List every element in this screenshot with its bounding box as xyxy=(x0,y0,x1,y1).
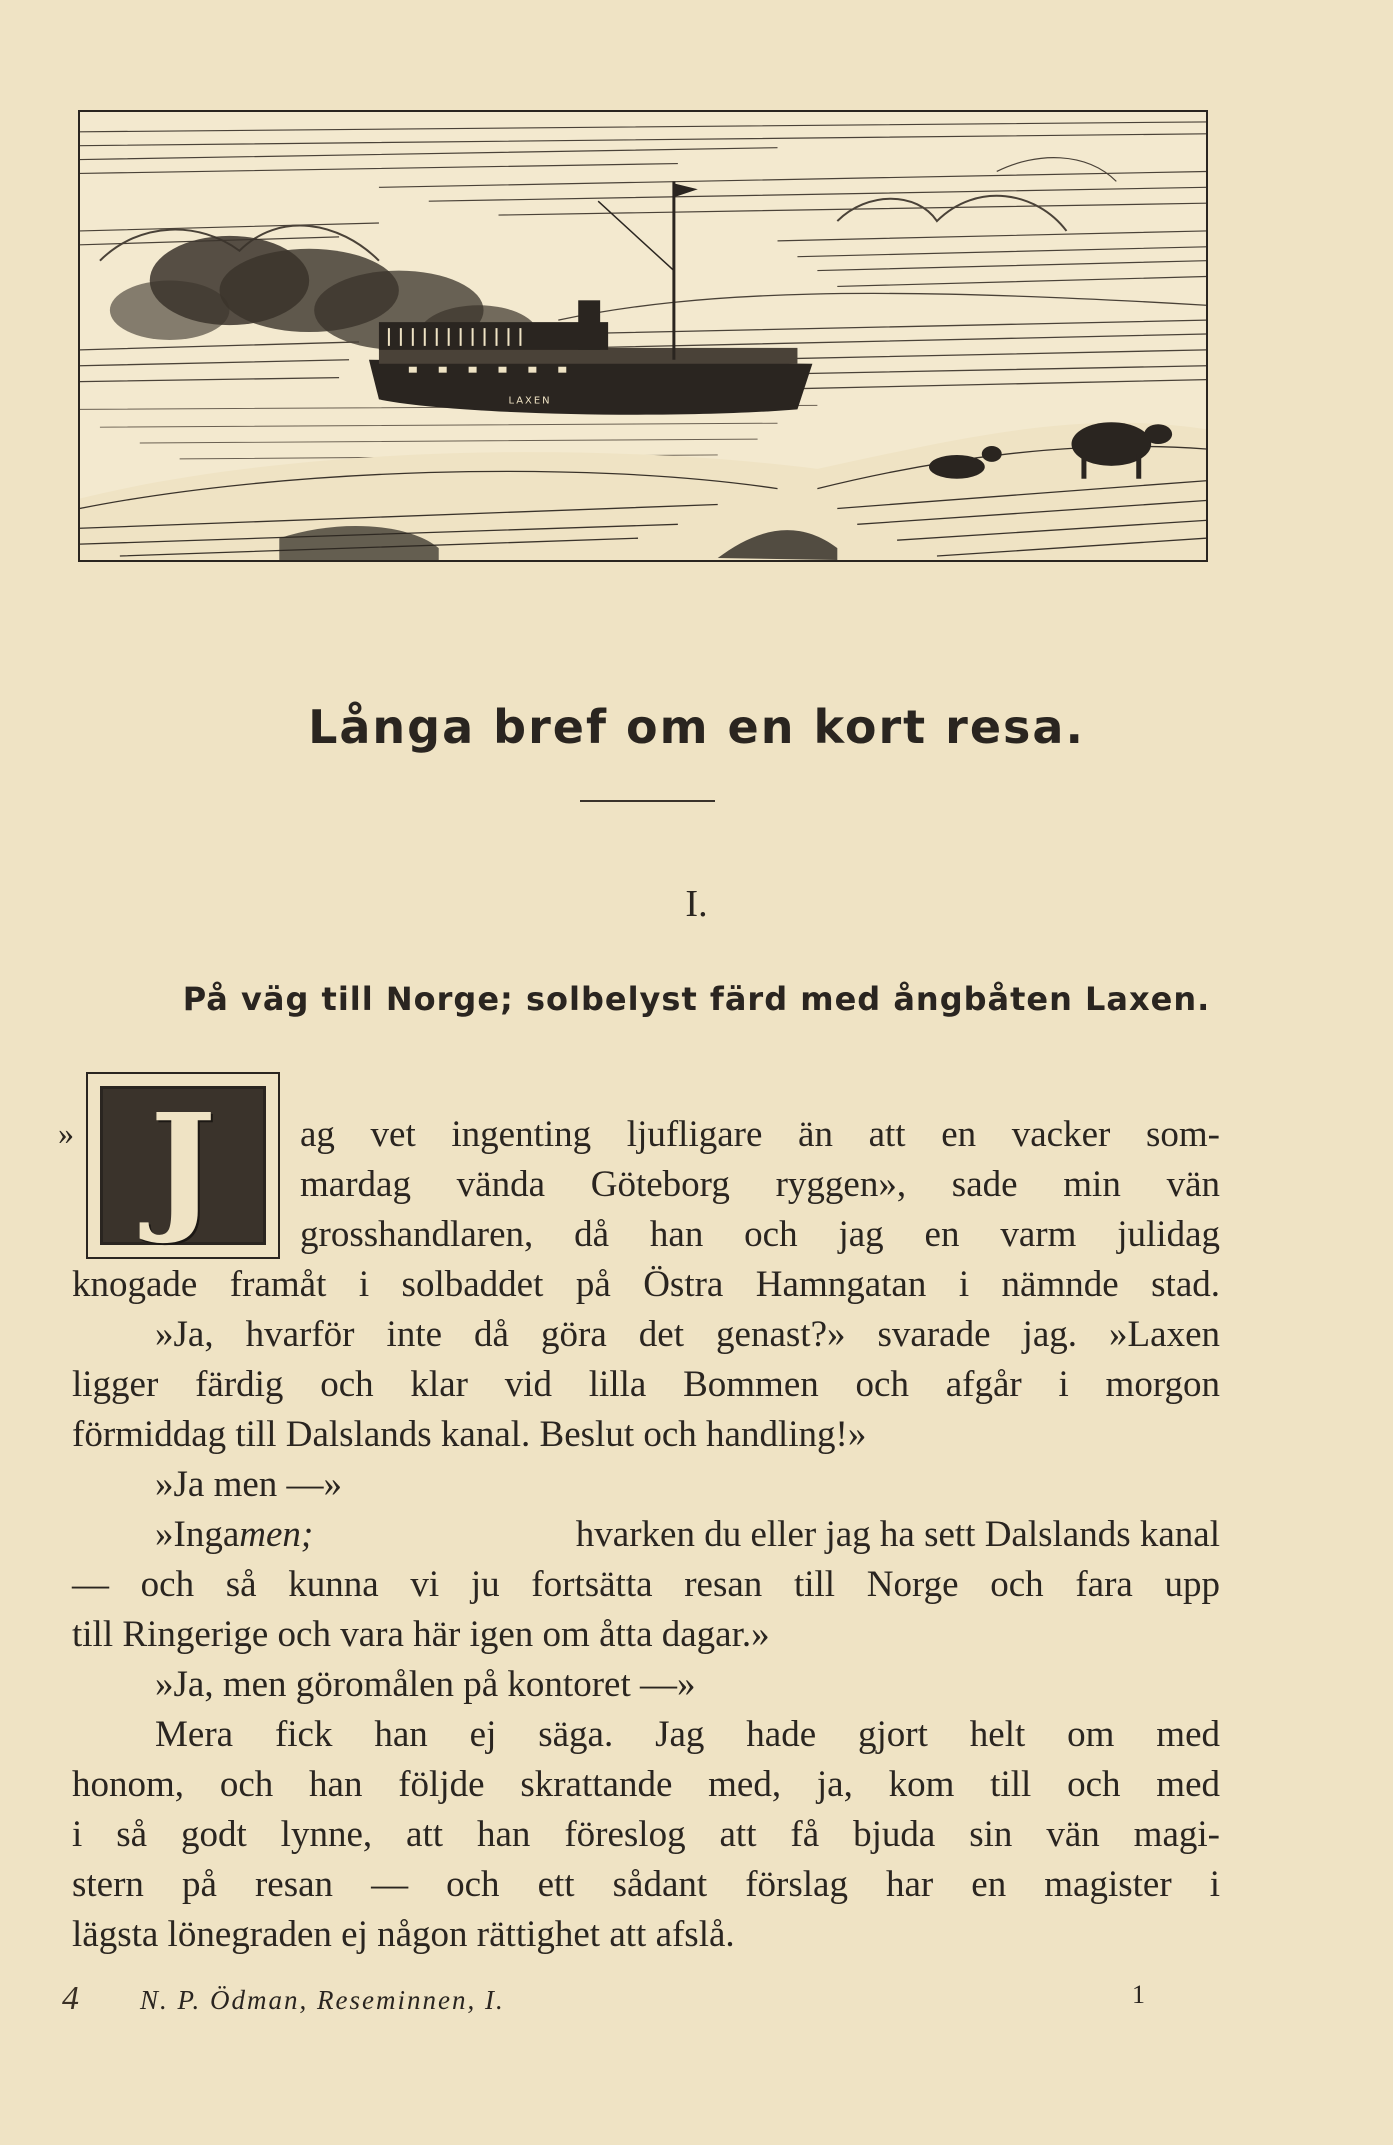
text-line: knogade framåt i solbaddet på Östra Hamngatan i nämnde stad. xyxy=(72,1264,1220,1305)
opening-quote-mark: » xyxy=(58,1115,74,1151)
text-line xyxy=(155,1510,1220,1560)
text-line: till Ringerige och vara här igen om åtta dagar.» xyxy=(72,1614,770,1655)
inga-rest: hvarken du eller jag ha sett Dalslands kanal xyxy=(575,1514,1220,1555)
chapter-subtitle: På väg till Norge; solbelyst färd med ångbåten Laxen. xyxy=(182,980,1211,1018)
chapter-number: I. xyxy=(685,883,708,925)
text-line: »Ja men —» xyxy=(155,1464,343,1505)
drop-cap-letter: J xyxy=(149,1083,217,1248)
text-line: förmiddag till Dalslands kanal. Beslut och handling!» xyxy=(72,1414,867,1455)
text-line: ag vet ingenting ljufligare än att en vacker som- xyxy=(300,1114,1220,1155)
running-footer: N. P. Ödman, Reseminnen, I. xyxy=(140,1985,505,2015)
text-line: mardag vända Göteborg ryggen», sade min vän xyxy=(300,1164,1220,1205)
text-line: i så godt lynne, att han föreslog att få bjuda sin vän magi- xyxy=(72,1814,1220,1855)
text-line: — och så kunna vi ju fortsätta resan till Norge och fara upp xyxy=(72,1564,1220,1605)
text-line: Mera fick han ej säga. Jag hade gjort helt om med xyxy=(155,1714,1220,1755)
text-line: stern på resan — och ett sådant förslag har en magister i xyxy=(72,1864,1220,1905)
inga-italic: men; xyxy=(239,1514,314,1555)
ship-name-label: LAXEN xyxy=(508,395,552,407)
text-line: »Ja, men göromålen på kontoret —» xyxy=(155,1664,696,1705)
text-line: »Ja, hvarför inte då göra det genast?» svarade jag. »Laxen xyxy=(155,1314,1220,1355)
page-title: Långa bref om en kort resa. xyxy=(308,700,1085,754)
text-line: grosshandlaren, då han och jag en varm julidag xyxy=(300,1214,1220,1255)
inga-prefix: »Inga xyxy=(155,1514,240,1555)
signature-mark: 4 xyxy=(62,1980,79,2017)
text-line: ligger färdig och klar vid lilla Bommen och afgår i morgon xyxy=(72,1364,1220,1405)
text-line: honom, och han följde skrattande med, ja, kom till och med xyxy=(72,1764,1220,1805)
text-line: lägsta lönegraden ej någon rättighet att afslå. xyxy=(72,1914,735,1955)
page-number: 1 xyxy=(1132,1980,1145,2009)
